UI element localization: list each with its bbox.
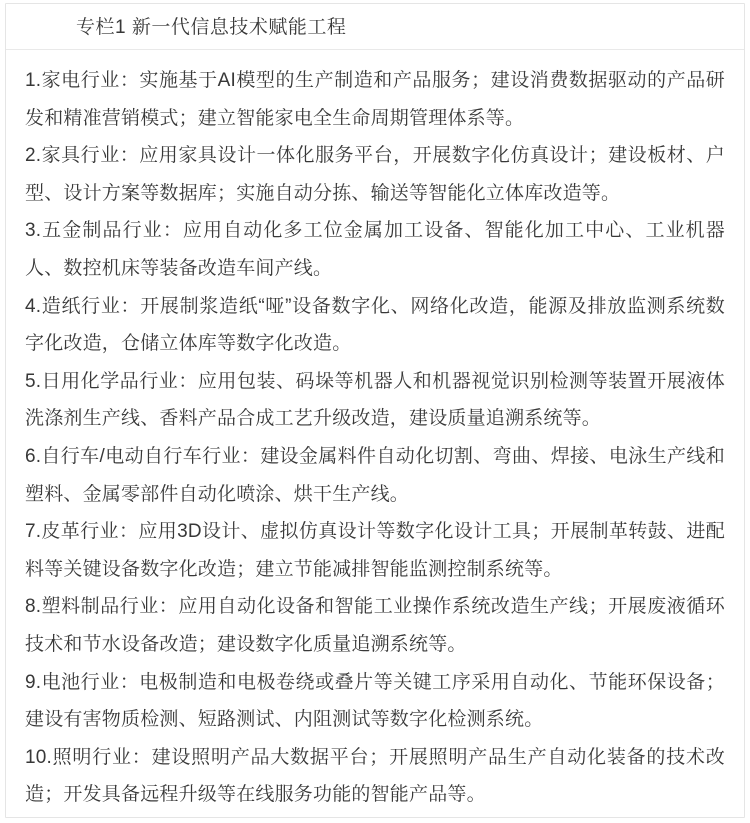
panel-title: 专栏1 新一代信息技术赋能工程 xyxy=(76,17,347,38)
feature-column-box xyxy=(5,3,745,818)
industry-item-bicycle: 6.自行车/电动自行车行业：建设金属料件自动化切割、弯曲、焊接、电泳生产线和塑料、金属零部件自动化喷涂、烘干生产线。 xyxy=(25,445,725,505)
industry-item-papermaking: 4.造纸行业：开展制浆造纸“哑”设备数字化、网络化改造，能源及排放监测系统数字化改造，仓储立体库等数字化改造。 xyxy=(25,295,725,355)
industry-item-daily-chemicals: 5.日用化学品行业：应用包装、码垛等机器人和机器视觉识别检测等装置开展液体洗涤剂生产线、香料产品合成工艺升级改造，建设质量追溯系统等。 xyxy=(25,370,725,430)
industry-item-furniture: 2.家具行业：应用家具设计一体化服务平台，开展数字化仿真设计；建设板材、户型、设计方案等数据库；实施自动分拣、输送等智能化立体库改造等。 xyxy=(25,145,725,204)
industry-item-leather: 7.皮革行业：应用3D设计、虚拟仿真设计等数字化设计工具；开展制革转鼓、进配料等关键设备数字化改造；建立节能减排智能监测控制系统等。 xyxy=(25,521,725,580)
industry-item-hardware: 3.五金制品行业：应用自动化多工位金属加工设备、智能化加工中心、工业机器人、数控机床等装备改造车间产线。 xyxy=(25,220,725,279)
industry-item-lighting: 10.照明行业：建设照明产品大数据平台；开展照明产品生产自动化装备的技术改造；开发具备远程升级等在线服务功能的智能产品等。 xyxy=(25,746,725,806)
panel-body xyxy=(6,50,744,818)
panel-header xyxy=(6,4,744,50)
industry-item-battery: 9.电池行业：电极制造和电极卷绕或叠片等关键工序采用自动化、节能环保设备；建设有害物质检测、短路测试、内阻测试等数字化检测系统。 xyxy=(25,671,725,731)
industry-item-appliance: 1.家电行业：实施基于AI模型的生产制造和产品服务；建设消费数据驱动的产品研发和精准营销模式；建立智能家电全生命周期管理体系等。 xyxy=(25,70,725,129)
industry-item-plastic: 8.塑料制品行业：应用自动化设备和智能工业操作系统改造生产线；开展废液循环技术和节水设备改造；建设数字化质量追溯系统等。 xyxy=(25,596,725,655)
